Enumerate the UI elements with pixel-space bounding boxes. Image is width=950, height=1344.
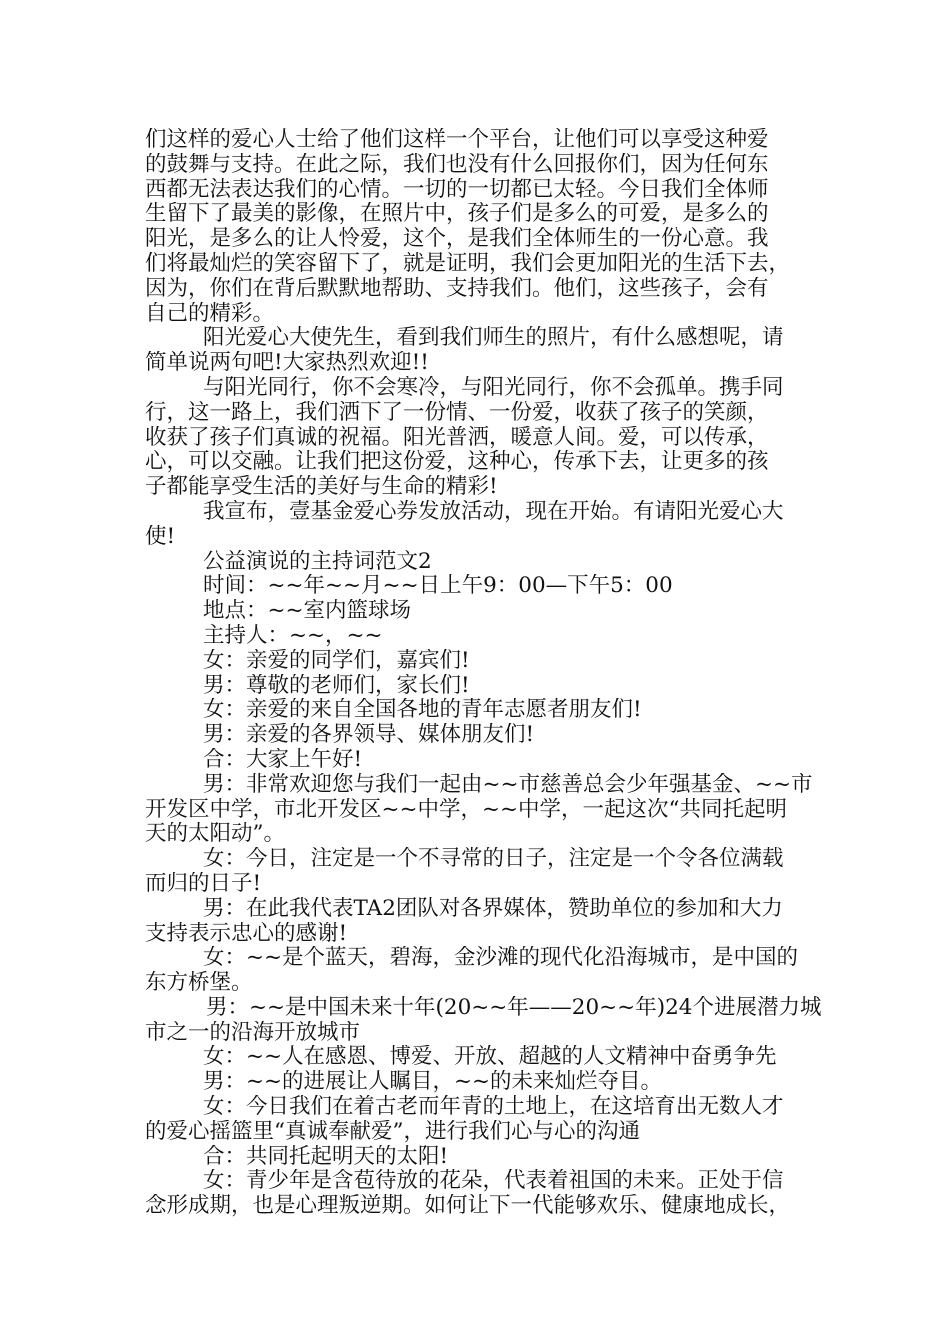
text-line: 主持人：~~，~~: [203, 623, 383, 648]
text-line: 女：今日我们在着古老而年青的土地上，在这培育出无数人才: [203, 1095, 784, 1120]
text-line: 男：~~的进展让人瞩目，~~的未来灿烂夺目。: [203, 1070, 663, 1095]
text-line: 阳光爱心大使先生，看到我们师生的照片，有什么感想呢，请: [203, 326, 784, 351]
text-line: 与阳光同行，你不会寒冷，与阳光同行，你不会孤单。携手同: [203, 375, 784, 400]
text-line: 自己的精彩。: [145, 301, 275, 326]
text-line: 简单说两句吧!大家热烈欢迎!!: [145, 351, 429, 376]
text-line: 开发区中学，市北开发区~~中学，~~中学，一起这次“共同托起明: [145, 797, 788, 822]
text-line: 女：亲爱的来自全国各地的青年志愿者朋友们!: [203, 698, 642, 723]
text-line: 东方桥堡。: [145, 971, 253, 996]
text-line: 合：大家上午好!: [203, 747, 363, 772]
text-line: 而归的日子!: [145, 871, 262, 896]
text-line: 天的太阳动”。: [145, 822, 285, 847]
text-line: 时间：~~年~~月~~日上午9：00—下午5：00: [203, 574, 673, 599]
text-line: 使!: [145, 524, 176, 549]
text-line: 们将最灿烂的笑容留下了，就是证明，我们会更加阳光的生活下去，: [145, 251, 791, 276]
text-line: 心，可以交融。让我们把这份爱，这种心，传承下去，让更多的孩: [145, 450, 769, 475]
text-line: 女：亲爱的同学们，嘉宾们!: [203, 648, 470, 673]
text-line: 男：在此我代表TA2团队对各界媒体，赞助单位的参加和大力: [203, 896, 783, 921]
text-line: 女：~~是个蓝天，碧海，金沙滩的现代化沿海城市，是中国的: [203, 946, 799, 971]
text-line: 男：尊敬的老师们，家长们!: [203, 673, 470, 698]
text-line: 合：共同托起明天的太阳!: [203, 1144, 449, 1169]
text-line: 男：非常欢迎您与我们一起由~~市慈善总会少年强基金、~~市: [203, 772, 813, 797]
text-line: 支持表示忠心的感谢!: [145, 921, 348, 946]
text-line: 因为，你们在背后默默地帮助、支持我们。他们，这些孩子，会有: [145, 276, 769, 301]
text-line: 地点：~~室内篮球场: [203, 599, 412, 624]
text-line: 念形成期，也是心理叛逆期。如何让下一代能够欢乐、健康地成长，: [145, 1194, 791, 1219]
text-line: 的鼓舞与支持。在此之际，我们也没有什么回报你们，因为任何东: [145, 152, 769, 177]
text-line: 女：青少年是含苞待放的花朵，代表着祖国的未来。正处于信: [203, 1169, 784, 1194]
text-line: 阳光，是多么的让人怜爱，这个，是我们全体师生的一份心意。我: [145, 227, 769, 252]
text-line: 行，这一路上，我们洒下了一份情、一份爱，收获了孩子的笑颜，: [145, 400, 769, 425]
text-line: 公益演说的主持词范文2: [203, 549, 432, 574]
document-body: [145, 128, 825, 1219]
text-line: 市之一的沿海开放城市: [145, 1020, 361, 1045]
text-line: 女：~~人在感恩、博爱、开放、超越的人文精神中奋勇争先: [203, 1045, 777, 1070]
text-line: 西都无法表达我们的心情。一切的一切都已太轻。今日我们全体师: [145, 177, 769, 202]
text-line: 女：今日，注定是一个不寻常的日子，注定是一个令各位满载: [203, 847, 784, 872]
text-line: 们这样的爱心人士给了他们这样一个平台，让他们可以享受这种爱: [145, 128, 769, 152]
text-line: 男：亲爱的各界领导、媒体朋友们!: [203, 723, 535, 748]
text-line: 男：~~是中国未来十年(20~~年——20~~年)24个进展潜力城: [206, 995, 822, 1020]
text-line: 我宣布，壹基金爱心券发放活动，现在开始。有请阳光爱心大: [203, 499, 784, 524]
text-line: 的爱心摇篮里“真诚奉献爱”，进行我们心与心的沟通: [145, 1119, 640, 1144]
text-line: 子都能享受生活的美好与生命的精彩!: [145, 475, 498, 500]
text-line: 收获了孩子们真诚的祝福。阳光普洒，暖意人间。爱，可以传承，: [145, 425, 769, 450]
text-line: 生留下了最美的影像，在照片中，孩子们是多么的可爱，是多么的: [145, 202, 769, 227]
